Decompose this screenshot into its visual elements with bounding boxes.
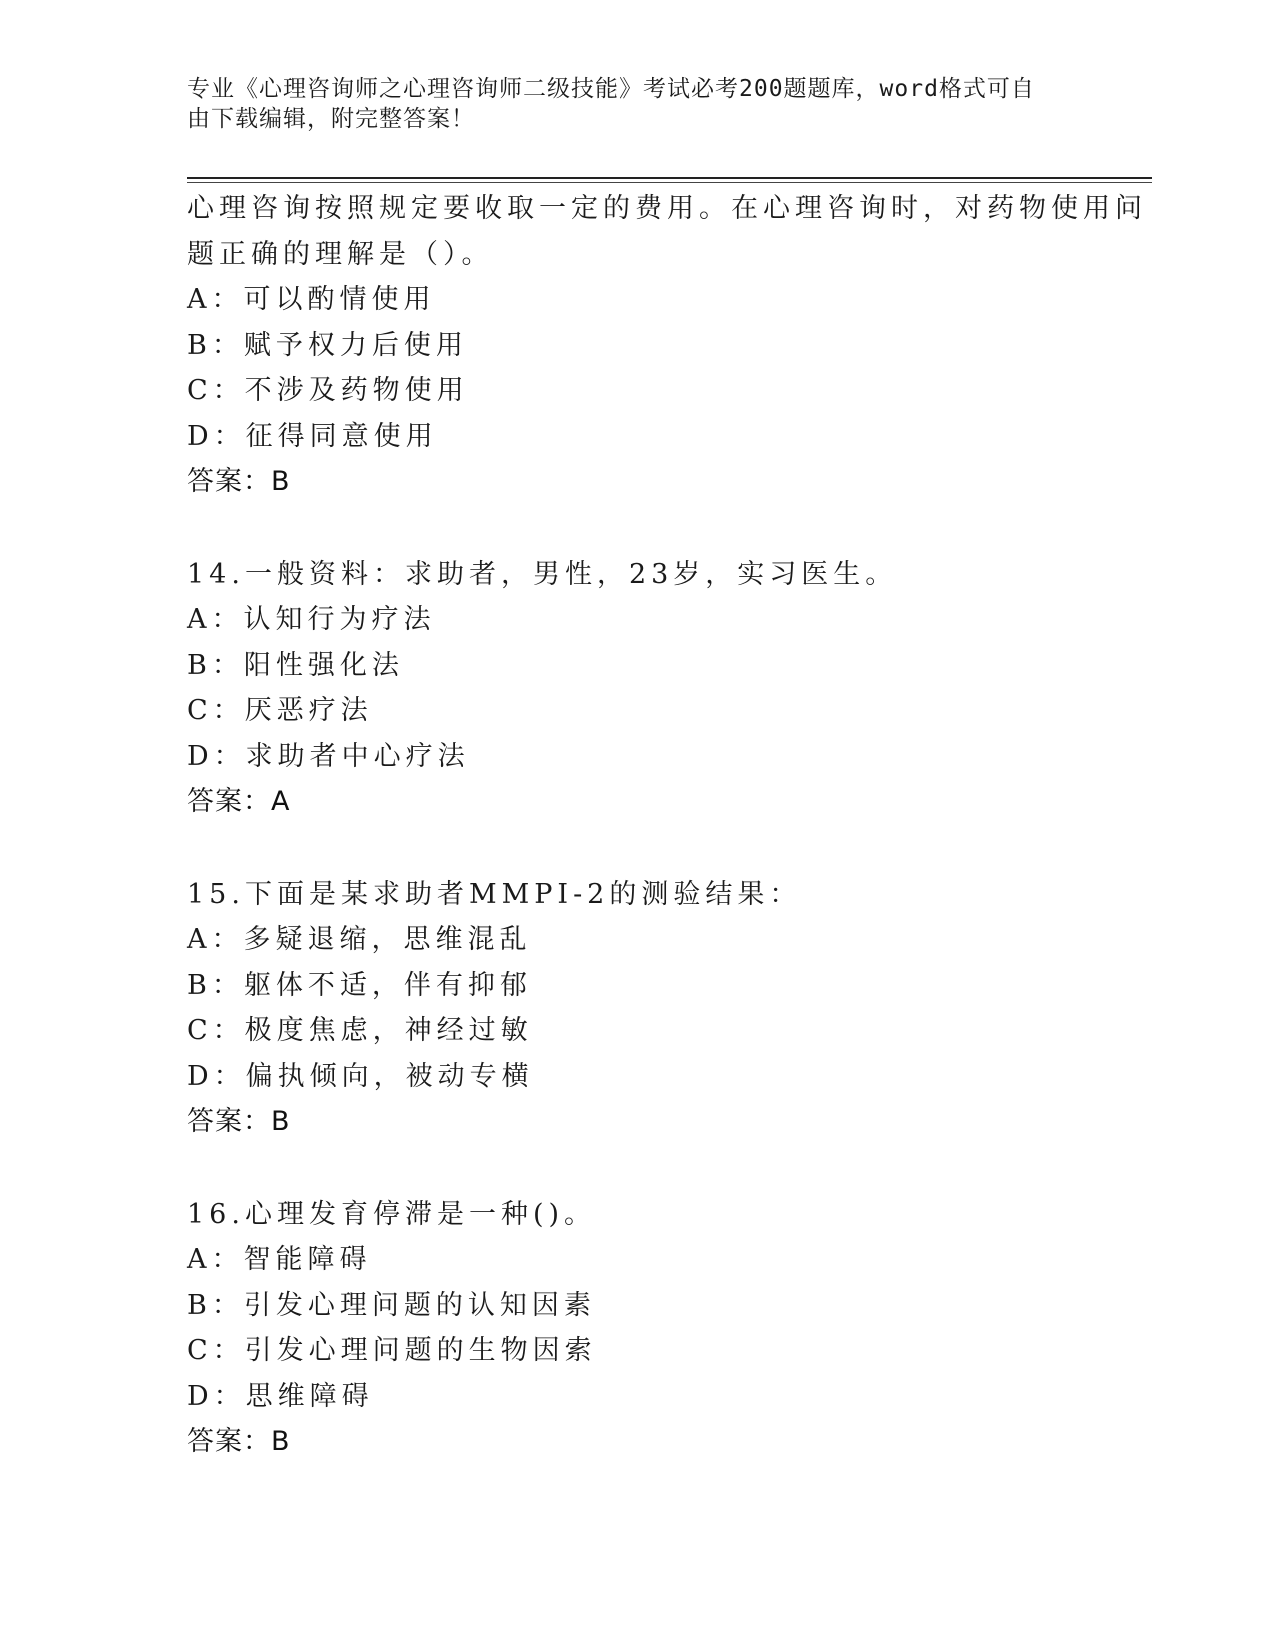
header-divider-thin — [187, 182, 1152, 183]
option-b: B：赋予权力后使用 — [187, 329, 468, 361]
question-list — [187, 186, 1147, 1512]
answer-line: 答案：B — [187, 1426, 291, 1457]
option-d: D：偏执倾向，被动专横 — [187, 1060, 534, 1092]
document-header — [187, 74, 1067, 134]
answer-line: 答案：A — [187, 786, 291, 817]
option-a: A：认知行为疗法 — [187, 604, 436, 635]
option-d: D：思维障碍 — [187, 1380, 374, 1412]
option-c: C：引发心理问题的生物因索 — [187, 1335, 597, 1366]
question-14 — [187, 552, 1087, 825]
option-a: A：可以酌情使用 — [187, 284, 436, 315]
header-line-1: 专业《心理咨询师之心理咨询师二级技能》考试必考200题题库，word格式可自 — [187, 76, 1035, 102]
answer-line: 答案：B — [187, 466, 291, 497]
option-d: D：求助者中心疗法 — [187, 740, 470, 772]
question-stem-continued: 题正确的理解是（）。 — [187, 238, 494, 270]
question-stem: 16.心理发育停滞是一种()。 — [187, 1198, 597, 1230]
answer-line: 答案：B — [187, 1106, 291, 1137]
question-13 — [187, 186, 1147, 505]
question-15 — [187, 872, 1087, 1145]
question-stem: 心理咨询按照规定要收取一定的费用。在心理咨询时，对药物使用问 — [187, 193, 1147, 224]
header-line-2: 由下载编辑，附完整答案！ — [187, 106, 475, 132]
question-stem: 15.下面是某求助者MMPI-2的测验结果： — [187, 878, 802, 910]
option-c: C：极度焦虑，神经过敏 — [187, 1015, 533, 1046]
option-b: B：躯体不适，伴有抑郁 — [187, 969, 532, 1001]
option-a: A：智能障碍 — [187, 1244, 372, 1275]
question-stem: 14.一般资料：求助者，男性，23岁，实习医生。 — [187, 558, 898, 590]
option-d: D：征得同意使用 — [187, 420, 438, 452]
option-c: C：不涉及药物使用 — [187, 375, 469, 406]
option-c: C：厌恶疗法 — [187, 695, 373, 726]
option-b: B：引发心理问题的认知因素 — [187, 1289, 596, 1321]
option-a: A：多疑退缩，思维混乱 — [187, 924, 532, 955]
option-b: B：阳性强化法 — [187, 649, 404, 681]
header-divider-thick — [187, 177, 1152, 179]
question-16 — [187, 1192, 1087, 1465]
